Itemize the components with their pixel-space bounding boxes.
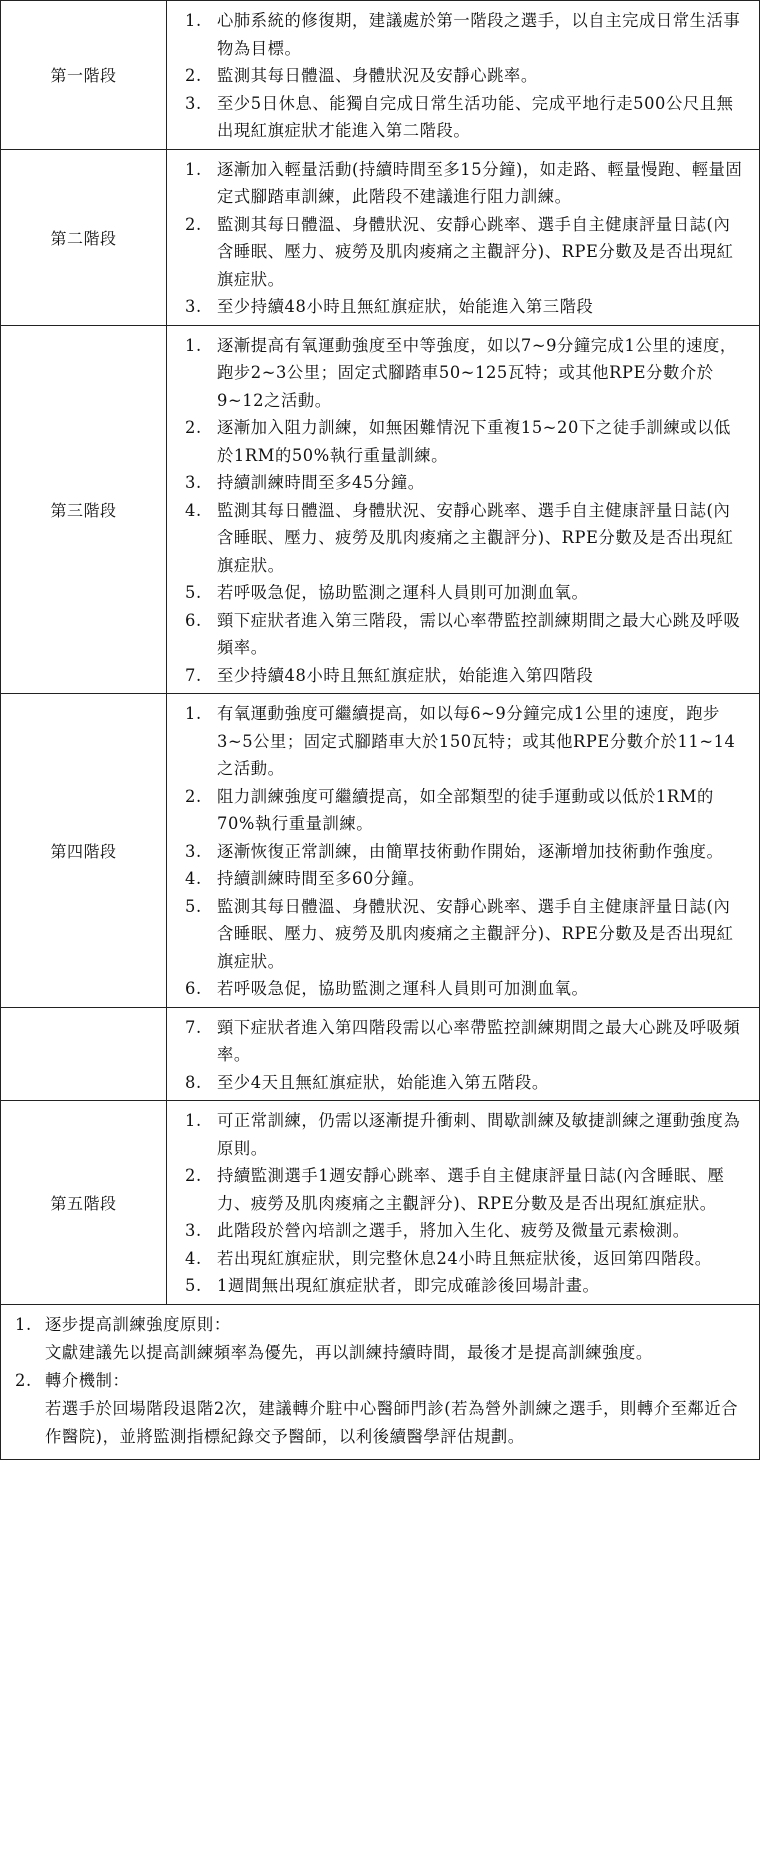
item-text: 監測其每日體溫、身體狀況、安靜心跳率、選手自主健康評量日誌(內含睡眠、壓力、疲勞及肌肉痠痛之主觀評分)、RPE分數及是否出現紅旗症狀。 [217,214,734,289]
stage-item-list [167,150,759,325]
stage-row [1,1101,760,1305]
stage-item-list [167,1,759,149]
item-number: 5. [185,583,202,602]
stage-items-cell [167,149,760,325]
stage-label: 第二階段 [1,149,167,325]
stage-items-cell [167,1101,760,1305]
stage-item [177,90,747,145]
item-number: 6. [185,979,202,998]
note-number: 1. [15,1314,32,1334]
stage-items-cell [167,694,760,1008]
stage-item [177,293,747,321]
item-number: 2. [185,786,202,806]
item-text: 至少5日休息、能獨自完成日常生活功能、完成平地行走500公尺且無出現紅旗症狀才能進入第二階段。 [217,93,734,140]
item-text: 監測其每日體溫、身體狀況、安靜心跳率、選手自主健康評量日誌(內含睡眠、壓力、疲勞及肌肉痠痛之主觀評分)、RPE分數及是否出現紅旗症狀。 [217,896,734,971]
stage-items-cell [167,1007,760,1101]
note-heading [9,1311,745,1339]
item-text: 持續訓練時間至多45分鐘。 [217,473,425,492]
stage-label: 第三階段 [1,325,167,694]
stage-item-list [167,1101,759,1304]
item-number: 4. [185,869,202,888]
item-number: 6. [185,610,202,630]
note-heading [9,1367,745,1395]
stage-item [177,7,747,62]
stage-item [177,893,747,976]
stage-item [177,156,747,211]
item-number: 7. [185,665,202,685]
item-number: 4. [185,500,202,520]
stage-item [177,1162,747,1217]
stage-item [177,662,747,690]
note-body: 文獻建議先以提高訓練頻率為優先，再以訓練持續時間，最後才是提高訓練強度。 [45,1342,653,1362]
item-text: 逐漸加入輕量活動(持續時間至多15分鐘)，如走路、輕量慢跑、輕量固定式腳踏車訓練，此階段不建議進行阻力訓練。 [217,159,743,206]
item-text: 監測其每日體溫、身體狀況、安靜心跳率、選手自主健康評量日誌(內含睡眠、壓力、疲勞及肌肉痠痛之主觀評分)、RPE分數及是否出現紅旗症狀。 [217,500,734,575]
item-number: 1. [185,704,202,723]
stage-item [177,865,747,893]
item-number: 3. [185,473,202,492]
stage-items-cell [167,1,760,150]
item-text: 心肺系統的修復期，建議處於第一階段之選手，以自主完成日常生活事物為目標。 [217,11,741,58]
item-number: 8. [185,1072,202,1092]
item-text: 至少持續48小時且無紅旗症狀，始能進入第三階段 [217,297,594,316]
stage-item [177,469,747,497]
stage-row [1,1007,760,1101]
stage-item-list [167,1008,759,1101]
stage-label: 第一階段 [1,1,167,150]
item-number: 3. [185,1221,202,1240]
item-text: 若呼吸急促，協助監測之運科人員則可加測血氧。 [217,979,589,998]
item-text: 若出現紅旗症狀，則完整休息24小時且無症狀後，返回第四階段。 [217,1248,712,1268]
stage-label: 第四階段 [1,694,167,1008]
item-number: 2. [185,418,202,437]
item-number: 1. [185,11,202,30]
stage-item-list [167,694,759,1007]
item-number: 5. [185,1276,202,1295]
stage-item [177,1069,747,1097]
item-number: 2. [185,1166,202,1185]
stage-item [177,579,747,607]
stage-item [177,1272,747,1300]
item-text: 逐漸恢復正常訓練，由簡單技術動作開始，逐漸增加技術動作強度。 [217,841,724,861]
item-text: 有氧運動強度可繼續提高，如以每6~9分鐘完成1公里的速度，跑步3~5公里；固定式腳踏車大於150瓦特；或其他RPE分數介於11~14之活動。 [217,704,736,778]
stage-row [1,325,760,694]
stage-item [177,332,747,415]
item-number: 5. [185,896,202,916]
stage-item [177,62,747,90]
item-number: 4. [185,1248,202,1268]
item-number: 1. [185,1111,202,1130]
stage-items-cell [167,325,760,694]
item-text: 逐漸提高有氧運動強度至中等強度，如以7~9分鐘完成1公里的速度，跑步2~3公里；固定式腳踏車50~125瓦特；或其他RPE分數介於9~12之活動。 [217,335,737,410]
item-text: 逐漸加入阻力訓練，如無困難情況下重複15~20下之徒手訓練或以低於1RM的50%執行重量訓練。 [217,418,731,465]
stage-table-body [1,1,760,1305]
stage-item [177,211,747,294]
note-title: 逐步提高訓練強度原則： [45,1314,231,1334]
note-title: 轉介機制： [45,1370,130,1390]
item-text: 此階段於營內培訓之選手，將加入生化、疲勞及微量元素檢測。 [217,1221,690,1240]
item-text: 阻力訓練強度可繼續提高，如全部類型的徒手運動或以低於1RM的70%執行重量訓練。 [217,786,714,833]
item-number: 3. [185,841,202,861]
note-number: 2. [15,1370,32,1390]
item-text: 持續監測選手1週安靜心跳率、選手自主健康評量日誌(內含睡眠、壓力、疲勞及肌肉痠痛之主觀評分)、RPE分數及是否出現紅旗症狀。 [217,1166,725,1213]
stage-item [177,607,747,662]
item-text: 頸下症狀者進入第三階段，需以心率帶監控訓練期間之最大心跳及呼吸頻率。 [217,610,741,657]
item-text: 持續訓練時間至多60分鐘。 [217,869,425,888]
item-text: 至少4天且無紅旗症狀，始能進入第五階段。 [217,1072,549,1092]
item-number: 1. [185,335,202,355]
stage-item [177,1107,747,1162]
note-block [9,1367,745,1451]
item-text: 頸下症狀者進入第四階段需以心率帶監控訓練期間之最大心跳及呼吸頻率。 [217,1017,741,1064]
note-block [9,1311,745,1367]
item-text: 至少持續48小時且無紅旗症狀，始能進入第四階段 [217,665,594,685]
item-text: 1週間無出現紅旗症狀者，即完成確診後回場計畫。 [217,1276,600,1295]
item-number: 3. [185,93,202,113]
stage-row [1,1,760,150]
stage-row [1,694,760,1008]
stage-item [177,1217,747,1245]
stage-label [1,1007,167,1101]
stage-item [177,975,747,1003]
item-number: 2. [185,214,202,234]
stage-item [177,838,747,866]
item-text: 可正常訓練，仍需以逐漸提升衝刺、間歇訓練及敏捷訓練之運動強度為原則。 [217,1111,741,1158]
stage-row [1,149,760,325]
note-body: 若選手於回場階段退階2次，建議轉介駐中心醫師門診(若為營外訓練之選手，則轉介至鄰近合作醫院)，並將監測指標紀錄交予醫師，以利後續醫學評估規劃。 [45,1398,739,1446]
stage-item [177,497,747,580]
notes-section [0,1305,760,1460]
stage-item [177,1014,747,1069]
stage-item [177,1245,747,1273]
stage-label: 第五階段 [1,1101,167,1305]
item-number: 7. [185,1017,202,1037]
item-number: 2. [185,66,202,85]
item-number: 3. [185,297,202,316]
stage-item [177,700,747,783]
stage-item [177,414,747,469]
stage-item-list [167,326,759,694]
item-text: 監測其每日體溫、身體狀況及安靜心跳率。 [217,66,538,85]
item-number: 1. [185,159,202,179]
stage-item [177,783,747,838]
item-text: 若呼吸急促，協助監測之運科人員則可加測血氧。 [217,583,589,602]
